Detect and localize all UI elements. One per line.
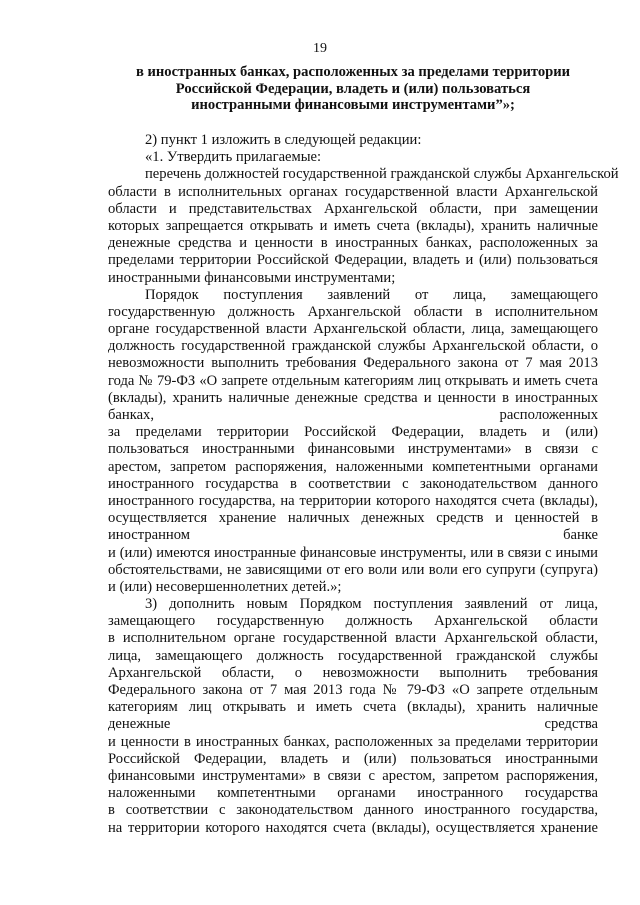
text-line: Российской Федерации, владеть и (или) пользоваться иностранными — [108, 750, 598, 767]
text-line: обстоятельствами, не зависящими от его воли или воли его супруги (супруга) — [108, 561, 598, 578]
text-line: наложенными компетентными органами иностранного государства — [108, 785, 598, 802]
text-line: перечень должностей государственной гражданской службы Архангельской — [145, 166, 619, 183]
text-line: «1. Утвердить прилагаемые: — [145, 149, 322, 166]
text-line: замещающего государственную должность Архангельской области — [108, 613, 598, 630]
heading-line: в иностранных банках, расположенных за пределами территории — [135, 64, 571, 80]
text-line: Федерального закона от 7 мая 2013 года № 79-ФЗ «О запрете отдельным — [108, 682, 598, 698]
text-line: должность государственной гражданской службы Архангельской области, о — [108, 338, 598, 355]
text-line: иностранном банке — [108, 527, 598, 544]
text-line: в исполнительном органе государственной власти Архангельской области, — [108, 630, 598, 647]
body-text — [108, 132, 619, 837]
section-heading — [108, 64, 598, 114]
text-line: иностранного государства, на территории которого находятся счета (вклады), — [108, 492, 598, 509]
text-line: государственную должность Архангельской области в исполнительном — [108, 303, 598, 320]
text-line: 3) дополнить новым Порядком поступления заявлений от лица, — [145, 596, 598, 613]
text-line: области в исполнительных органах государственной власти Архангельской — [108, 183, 598, 200]
text-line: 2) пункт 1 изложить в следующей редакции: — [145, 132, 422, 148]
text-line: за пределами территории Российской Федерации, владеть и (или) — [108, 424, 598, 441]
text-line: денежные средства — [108, 716, 598, 733]
page-number: 19 — [313, 41, 327, 56]
text-line: невозможности выполнить требования Федерального закона от 7 мая 2013 — [108, 355, 598, 372]
text-line: органе государственной власти Архангельской области, лица, замещающего — [108, 321, 598, 338]
text-line: Порядок поступления заявлений от лица, замещающего — [145, 286, 598, 303]
text-line: арестом, запретом распоряжения, наложенными компетентными органами — [108, 458, 598, 475]
text-line: категориям лиц открывать и иметь счета (вклады), хранить наличные — [108, 699, 598, 716]
text-line: на территории которого находятся счета (вклады), осуществляется хранение — [108, 819, 598, 836]
text-line: в соответствии с законодательством данного иностранного государства, — [108, 802, 598, 819]
text-line: Архангельской области, о невозможности выполнить требования — [108, 664, 598, 681]
text-line: лица, замещающего должность государственной гражданской службы — [108, 647, 598, 664]
text-line: пользоваться иностранными финансовыми инструментами» в связи с — [108, 441, 598, 458]
text-line: банках, расположенных — [108, 407, 598, 423]
text-line: пределами территории Российской Федерации, владеть и (или) пользоваться — [108, 252, 598, 269]
text-line: года № 79-ФЗ «О запрете отдельным категориям лиц открывать и иметь счета — [108, 372, 598, 389]
text-line: и (или) имеются иностранные финансовые инструменты, или в связи с иными — [108, 544, 598, 561]
text-line: осуществляется хранение наличных денежных средств и ценностей в — [108, 510, 598, 527]
text-line: и ценности в иностранных банках, расположенных за пределами территории — [108, 733, 598, 750]
text-line: финансовыми инструментами» в связи с арестом, запретом распоряжения, — [108, 767, 598, 784]
heading-line: Российской Федерации, владеть и (или) пользоваться — [175, 80, 531, 97]
text-line: иностранными финансовыми инструментами; — [108, 269, 396, 286]
text-line: денежные средства и ценности в иностранных банках, расположенных за — [108, 235, 598, 252]
text-line: области и представительствах Архангельской области, при замещении — [108, 200, 598, 217]
text-line: иностранного государства в соответствии с законодательством данного — [108, 475, 598, 492]
text-line: которых запрещается открывать и иметь счета (вклады), хранить наличные — [108, 217, 598, 234]
heading-line: иностранными финансовыми инструментами”»; — [191, 97, 515, 113]
text-line: (вклады), хранить наличные денежные средства и ценности в иностранных — [108, 389, 598, 406]
text-line: и (или) несовершеннолетних детей.»; — [108, 578, 342, 595]
